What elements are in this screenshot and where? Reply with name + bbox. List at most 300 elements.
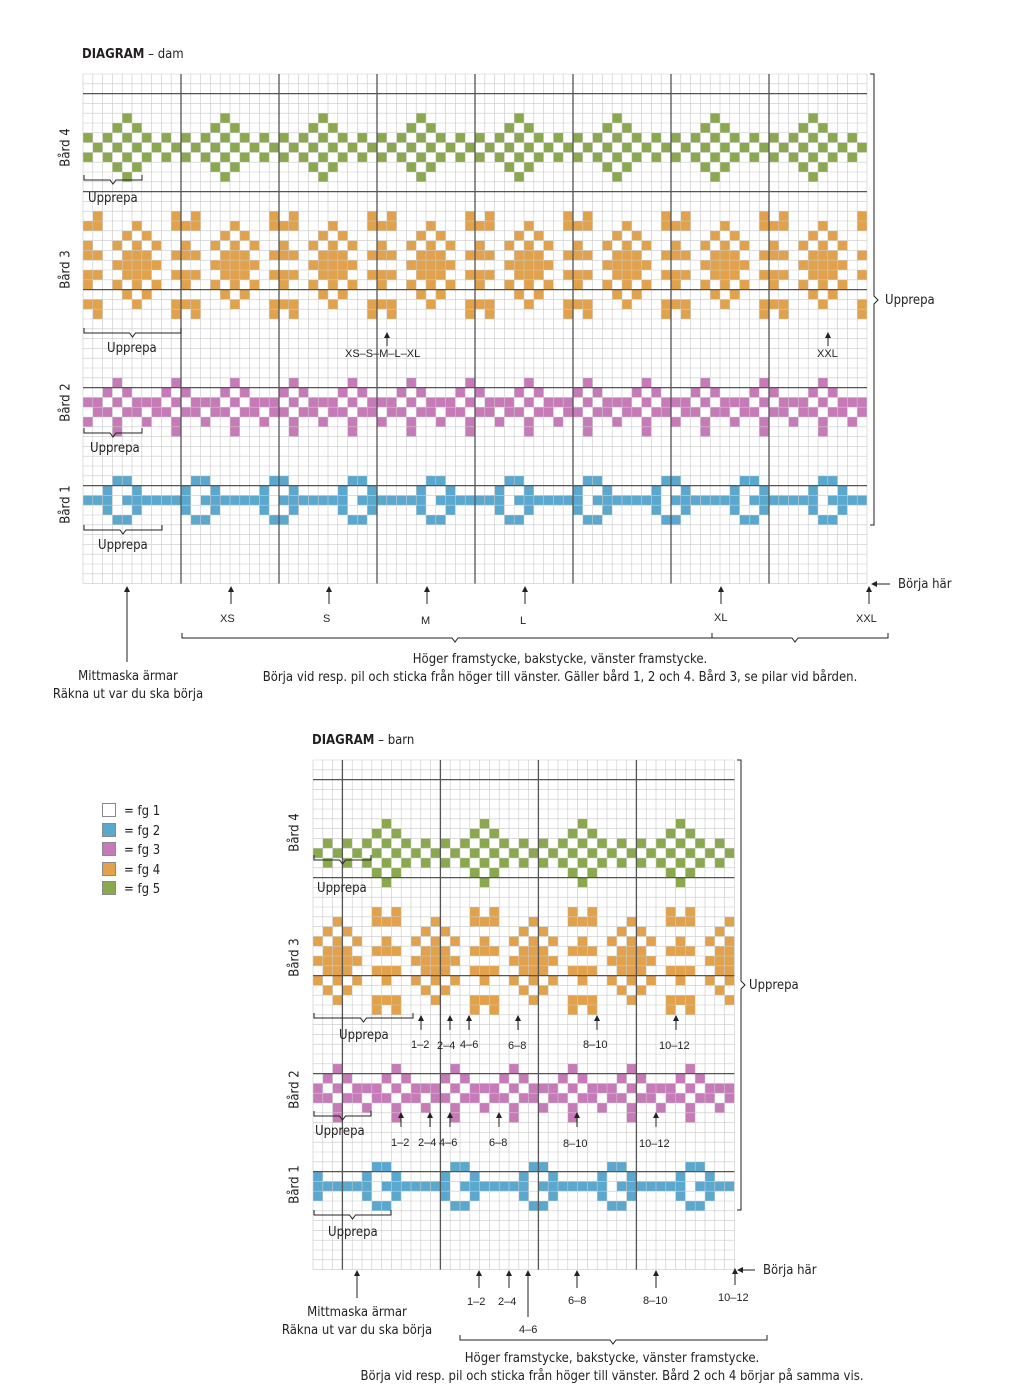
stitch-cell xyxy=(333,1181,343,1191)
stitch-cell xyxy=(391,1172,401,1182)
stitch-cell xyxy=(391,1005,401,1015)
stitch-cell xyxy=(372,946,382,956)
stitch-cell xyxy=(538,927,548,937)
legend-item: = fg 5 xyxy=(102,881,160,897)
stitch-cell xyxy=(333,917,343,927)
stitch-cell xyxy=(352,936,362,946)
stitch-cell xyxy=(676,936,686,946)
stitch-cell xyxy=(431,966,441,976)
stitch-cell xyxy=(578,936,588,946)
stitch-cell xyxy=(725,848,735,858)
stitch-cell xyxy=(568,907,578,917)
stitch-cell xyxy=(705,936,715,946)
stitch-cell xyxy=(627,966,637,976)
stitch-cell xyxy=(538,1083,548,1093)
stitch-cell xyxy=(529,917,539,927)
stitch-cell xyxy=(480,917,490,927)
stitch-cell xyxy=(313,1093,323,1103)
barn-size-label: 6–8 xyxy=(568,1295,587,1307)
stitch-cell xyxy=(509,1103,519,1113)
stitch-cell xyxy=(725,956,735,966)
barn-size-label: 4–6 xyxy=(519,1324,538,1336)
dam-band-2-label: Bård 2 xyxy=(58,383,74,422)
stitch-cell xyxy=(519,1074,529,1084)
stitch-cell xyxy=(509,1064,519,1074)
stitch-cell xyxy=(695,1181,705,1191)
stitch-cell xyxy=(529,936,539,946)
stitch-cell xyxy=(470,1093,480,1103)
stitch-cell xyxy=(431,917,441,927)
stitch-cell xyxy=(480,878,490,888)
stitch-cell xyxy=(548,1083,558,1093)
dam-repeat-label-4: Upprepa xyxy=(88,191,138,206)
stitch-cell xyxy=(440,1172,450,1182)
stitch-cell xyxy=(529,1201,539,1211)
stitch-cell xyxy=(342,927,352,937)
stitch-cell xyxy=(607,956,617,966)
barn-band2-arrow-label: 8–10 xyxy=(563,1138,588,1150)
stitch-cell xyxy=(382,1201,392,1211)
stitch-cell xyxy=(391,829,401,839)
stitch-cell xyxy=(489,907,499,917)
start-arrow-head xyxy=(354,1270,360,1276)
stitch-cell xyxy=(372,995,382,1005)
stitch-cell xyxy=(382,1162,392,1172)
dam-note-line-1: Höger framstycke, bakstycke, vänster framstycke. xyxy=(412,652,708,667)
stitch-cell xyxy=(440,838,450,848)
dam-center-stitch-note: Räkna ut var du ska börja xyxy=(52,687,204,702)
barn-title: DIAGRAM – barn xyxy=(312,733,415,748)
size-range-brace xyxy=(460,1335,767,1344)
stitch-cell xyxy=(578,1181,588,1191)
stitch-cell xyxy=(470,1005,480,1015)
stitch-cell xyxy=(431,936,441,946)
stitch-cell xyxy=(627,1181,637,1191)
stitch-cell xyxy=(333,995,343,1005)
stitch-cell xyxy=(666,1181,676,1191)
stitch-cell xyxy=(519,956,529,966)
stitch-cell xyxy=(382,936,392,946)
stitch-cell xyxy=(646,956,656,966)
start-here-arrow-head xyxy=(737,1267,743,1273)
stitch-cell xyxy=(636,956,646,966)
stitch-cell xyxy=(617,838,627,848)
stitch-cell xyxy=(489,917,499,927)
stitch-cell xyxy=(627,936,637,946)
stitch-cell xyxy=(548,936,558,946)
stitch-cell xyxy=(725,1083,735,1093)
stitch-cell xyxy=(548,1191,558,1201)
stitch-cell xyxy=(578,1074,588,1084)
stitch-cell xyxy=(627,1172,637,1182)
stitch-cell xyxy=(685,1113,695,1123)
start-arrow-head xyxy=(476,1270,482,1276)
stitch-cell xyxy=(617,1093,627,1103)
stitch-cell xyxy=(715,1103,725,1113)
stitch-cell xyxy=(538,858,548,868)
stitch-cell xyxy=(499,1093,509,1103)
dam-band-1-label: Bård 1 xyxy=(58,485,74,524)
stitch-cell xyxy=(342,1181,352,1191)
stitch-cell xyxy=(617,985,627,995)
stitch-cell xyxy=(480,966,490,976)
stitch-cell xyxy=(617,858,627,868)
stitch-cell xyxy=(323,1181,333,1191)
stitch-cell xyxy=(509,848,519,858)
stitch-cell xyxy=(578,878,588,888)
stitch-cell xyxy=(323,1093,333,1103)
stitch-cell xyxy=(568,1103,578,1113)
stitch-cell xyxy=(538,1201,548,1211)
stitch-cell xyxy=(489,1181,499,1191)
stitch-cell xyxy=(666,848,676,858)
stitch-cell xyxy=(676,1172,686,1182)
dam-size-label: XXL xyxy=(856,613,877,625)
stitch-cell xyxy=(352,848,362,858)
stitch-cell xyxy=(352,1181,362,1191)
stitch-cell xyxy=(705,1181,715,1191)
stitch-cell xyxy=(480,936,490,946)
stitch-cell xyxy=(597,1103,607,1113)
stitch-cell xyxy=(558,1093,568,1103)
stitch-cell xyxy=(666,1093,676,1103)
barn-band3-arrow-label: 6–8 xyxy=(508,1040,527,1052)
legend-item: = fg 3 xyxy=(102,842,160,858)
stitch-cell xyxy=(715,838,725,848)
stitch-cell xyxy=(607,848,617,858)
stitch-cell xyxy=(538,956,548,966)
stitch-cell xyxy=(685,1083,695,1093)
stitch-cell xyxy=(685,907,695,917)
stitch-cell xyxy=(421,985,431,995)
stitch-cell xyxy=(548,956,558,966)
start-arrow-head xyxy=(653,1270,659,1276)
stitch-cell xyxy=(636,858,646,868)
stitch-cell xyxy=(607,1093,617,1103)
barn-repeat-label-3: Upprepa xyxy=(339,1028,389,1043)
stitch-cell xyxy=(450,976,460,986)
dam-title: DIAGRAM – dam xyxy=(82,47,184,62)
stitch-cell xyxy=(676,1093,686,1103)
stitch-cell xyxy=(440,1074,450,1084)
stitch-cell xyxy=(725,917,735,927)
stitch-cell xyxy=(470,917,480,927)
stitch-cell xyxy=(382,1181,392,1191)
stitch-cell xyxy=(323,956,333,966)
stitch-cell xyxy=(313,976,323,986)
stitch-cell xyxy=(372,917,382,927)
stitch-cell xyxy=(685,829,695,839)
stitch-cell xyxy=(529,1093,539,1103)
stitch-cell xyxy=(587,995,597,1005)
stitch-cell xyxy=(656,1103,666,1113)
stitch-cell xyxy=(391,1083,401,1093)
stitch-cell xyxy=(568,917,578,927)
stitch-cell xyxy=(313,1191,323,1201)
stitch-cell xyxy=(558,1074,568,1084)
stitch-cell xyxy=(636,966,646,976)
stitch-cell xyxy=(578,976,588,986)
stitch-cell xyxy=(695,838,705,848)
stitch-cell xyxy=(460,1162,470,1172)
stitch-cell xyxy=(676,976,686,986)
stitch-cell xyxy=(597,1083,607,1093)
stitch-cell xyxy=(460,1074,470,1084)
barn-band2-arrow-label: 10–12 xyxy=(639,1138,670,1150)
stitch-cell xyxy=(597,838,607,848)
stitch-cell xyxy=(391,868,401,878)
stitch-cell xyxy=(538,946,548,956)
stitch-cell xyxy=(509,936,519,946)
stitch-cell xyxy=(666,1005,676,1015)
barn-band3-arrow-label: 2–4 xyxy=(437,1040,456,1052)
barn-size-label: 1–2 xyxy=(467,1296,486,1308)
stitch-cell xyxy=(597,1191,607,1201)
barn-repeat-label-1: Upprepa xyxy=(328,1225,378,1240)
stitch-cell xyxy=(382,1093,392,1103)
stitch-cell xyxy=(666,907,676,917)
stitch-cell xyxy=(715,1181,725,1191)
repeat-brace-right xyxy=(737,760,745,1210)
stitch-cell xyxy=(725,976,735,986)
stitch-cell xyxy=(627,1064,637,1074)
stitch-cell xyxy=(725,1093,735,1103)
stitch-cell xyxy=(695,858,705,868)
stitch-cell xyxy=(646,848,656,858)
stitch-cell xyxy=(489,946,499,956)
stitch-cell xyxy=(538,1181,548,1191)
stitch-cell xyxy=(460,1201,470,1211)
stitch-cell xyxy=(705,1093,715,1103)
stitch-cell xyxy=(421,858,431,868)
stitch-cell xyxy=(411,956,421,966)
stitch-cell xyxy=(715,946,725,956)
stitch-cell xyxy=(470,907,480,917)
dam-repeat-label-1: Upprepa xyxy=(98,538,148,553)
stitch-cell xyxy=(411,1083,421,1093)
stitch-cell xyxy=(529,976,539,986)
stitch-cell xyxy=(666,966,676,976)
start-arrow-head xyxy=(506,1270,512,1276)
stitch-cell xyxy=(685,1162,695,1172)
stitch-cell xyxy=(480,1083,490,1093)
stitch-cell xyxy=(382,1074,392,1084)
stitch-cell xyxy=(538,1162,548,1172)
dam-size-label: S xyxy=(323,613,331,625)
stitch-cell xyxy=(695,1162,705,1172)
stitch-cell xyxy=(342,946,352,956)
stitch-cell xyxy=(440,946,450,956)
stitch-cell xyxy=(538,838,548,848)
stitch-cell xyxy=(391,966,401,976)
stitch-cell xyxy=(529,848,539,858)
stitch-cell xyxy=(372,1005,382,1015)
barn-band-1-label: Bård 1 xyxy=(287,1165,303,1204)
stitch-cell xyxy=(548,976,558,986)
stitch-cell xyxy=(509,1083,519,1093)
stitch-cell xyxy=(587,829,597,839)
stitch-cell xyxy=(646,1093,656,1103)
stitch-cell xyxy=(450,1064,460,1074)
stitch-cell xyxy=(480,1181,490,1191)
stitch-cell xyxy=(431,1181,441,1191)
stitch-cell xyxy=(470,868,480,878)
stitch-cell xyxy=(685,966,695,976)
stitch-cell xyxy=(391,946,401,956)
stitch-cell xyxy=(323,985,333,995)
dam-band-4-label: Bård 4 xyxy=(58,128,74,167)
stitch-cell xyxy=(333,966,343,976)
stitch-cell xyxy=(372,829,382,839)
stitch-cell xyxy=(489,848,499,858)
stitch-cell xyxy=(587,907,597,917)
stitch-cell xyxy=(431,956,441,966)
stitch-cell xyxy=(646,1181,656,1191)
stitch-cell xyxy=(597,858,607,868)
stitch-cell xyxy=(685,995,695,1005)
stitch-cell xyxy=(450,1162,460,1172)
stitch-cell xyxy=(676,1074,686,1084)
stitch-cell xyxy=(705,1083,715,1093)
stitch-cell xyxy=(440,1093,450,1103)
stitch-cell xyxy=(333,936,343,946)
stitch-cell xyxy=(676,838,686,848)
stitch-cell xyxy=(431,976,441,986)
barn-center-stitch-note: Räkna ut var du ska börja xyxy=(281,1323,433,1338)
stitch-cell xyxy=(725,1181,735,1191)
stitch-cell xyxy=(431,1083,441,1093)
stitch-cell xyxy=(421,1103,431,1113)
stitch-cell xyxy=(323,858,333,868)
stitch-cell xyxy=(450,1103,460,1113)
stitch-cell xyxy=(470,1191,480,1201)
stitch-cell xyxy=(440,858,450,868)
stitch-cell xyxy=(587,917,597,927)
barn-band-2-label: Bård 2 xyxy=(287,1070,303,1109)
stitch-cell xyxy=(548,1181,558,1191)
stitch-cell xyxy=(529,966,539,976)
stitch-cell xyxy=(627,848,637,858)
stitch-cell xyxy=(489,1083,499,1093)
stitch-cell xyxy=(548,848,558,858)
stitch-cell xyxy=(323,927,333,937)
stitch-cell xyxy=(470,848,480,858)
stitch-cell xyxy=(431,1093,441,1103)
stitch-cell xyxy=(568,1064,578,1074)
stitch-cell xyxy=(685,848,695,858)
start-arrow-head xyxy=(525,1270,531,1276)
stitch-cell xyxy=(705,976,715,986)
stitch-cell xyxy=(587,1093,597,1103)
stitch-cell xyxy=(342,985,352,995)
stitch-cell xyxy=(342,838,352,848)
stitch-cell xyxy=(450,956,460,966)
stitch-cell xyxy=(578,838,588,848)
stitch-cell xyxy=(685,1005,695,1015)
stitch-cell xyxy=(578,819,588,829)
stitch-cell xyxy=(489,995,499,1005)
dam-size-label: XL xyxy=(714,612,728,624)
stitch-cell xyxy=(323,946,333,956)
stitch-cell xyxy=(725,936,735,946)
stitch-cell xyxy=(421,946,431,956)
stitch-cell xyxy=(411,1181,421,1191)
stitch-cell xyxy=(323,838,333,848)
barn-center-stitch-label: Mittmaska ärmar xyxy=(307,1305,407,1320)
stitch-cell xyxy=(519,858,529,868)
barn-note-line-2: Börja vid resp. pil och sticka från höger till vänster. Bård 2 och 4 börjar på samma vis. xyxy=(360,1369,864,1384)
stitch-cell xyxy=(470,1172,480,1182)
stitch-cell xyxy=(401,1093,411,1103)
stitch-cell xyxy=(705,956,715,966)
stitch-cell xyxy=(676,995,686,1005)
stitch-cell xyxy=(568,829,578,839)
stitch-cell xyxy=(695,1074,705,1084)
stitch-cell xyxy=(685,1201,695,1211)
stitch-cell xyxy=(568,1005,578,1015)
stitch-cell xyxy=(607,1201,617,1211)
stitch-cell xyxy=(499,858,509,868)
stitch-cell xyxy=(421,1083,431,1093)
stitch-cell xyxy=(431,848,441,858)
stitch-cell xyxy=(578,858,588,868)
stitch-cell xyxy=(538,966,548,976)
stitch-cell xyxy=(725,946,735,956)
stitch-cell xyxy=(509,1181,519,1191)
stitch-cell xyxy=(617,956,627,966)
barn-band3-arrow-label: 1–2 xyxy=(411,1039,430,1051)
stitch-cell xyxy=(666,917,676,927)
stitch-cell xyxy=(489,966,499,976)
stitch-cell xyxy=(666,868,676,878)
stitch-cell xyxy=(362,1103,372,1113)
stitch-cell xyxy=(587,946,597,956)
barn-band3-arrow-label: 10–12 xyxy=(659,1040,690,1052)
stitch-cell xyxy=(372,1083,382,1093)
stitch-cell xyxy=(401,838,411,848)
stitch-cell xyxy=(587,966,597,976)
stitch-cell xyxy=(587,848,597,858)
stitch-cell xyxy=(333,848,343,858)
stitch-cell xyxy=(342,956,352,966)
barn-band3-arrow-label: 8–10 xyxy=(583,1039,608,1051)
barn-band2-arrow-label: 2–4 xyxy=(418,1137,437,1149)
stitch-cell xyxy=(382,858,392,868)
stitch-cell xyxy=(372,1093,382,1103)
stitch-cell xyxy=(372,868,382,878)
stitch-cell xyxy=(411,1093,421,1103)
stitch-cell xyxy=(578,966,588,976)
stitch-cell xyxy=(519,927,529,937)
stitch-cell xyxy=(401,1181,411,1191)
stitch-cell xyxy=(519,1093,529,1103)
stitch-cell xyxy=(519,966,529,976)
dam-repeat-label-3: Upprepa xyxy=(107,341,157,356)
stitch-cell xyxy=(519,946,529,956)
dam-repeat-label-2: Upprepa xyxy=(90,441,140,456)
stitch-cell xyxy=(382,878,392,888)
stitch-cell xyxy=(636,1093,646,1103)
stitch-cell xyxy=(333,956,343,966)
stitch-cell xyxy=(509,976,519,986)
stitch-cell xyxy=(489,829,499,839)
stitch-cell xyxy=(352,956,362,966)
legend-item: = fg 1 xyxy=(102,803,160,819)
stitch-cell xyxy=(382,976,392,986)
stitch-cell xyxy=(529,1162,539,1172)
stitch-cell xyxy=(450,1201,460,1211)
barn-repeat-label-4: Upprepa xyxy=(317,881,367,896)
